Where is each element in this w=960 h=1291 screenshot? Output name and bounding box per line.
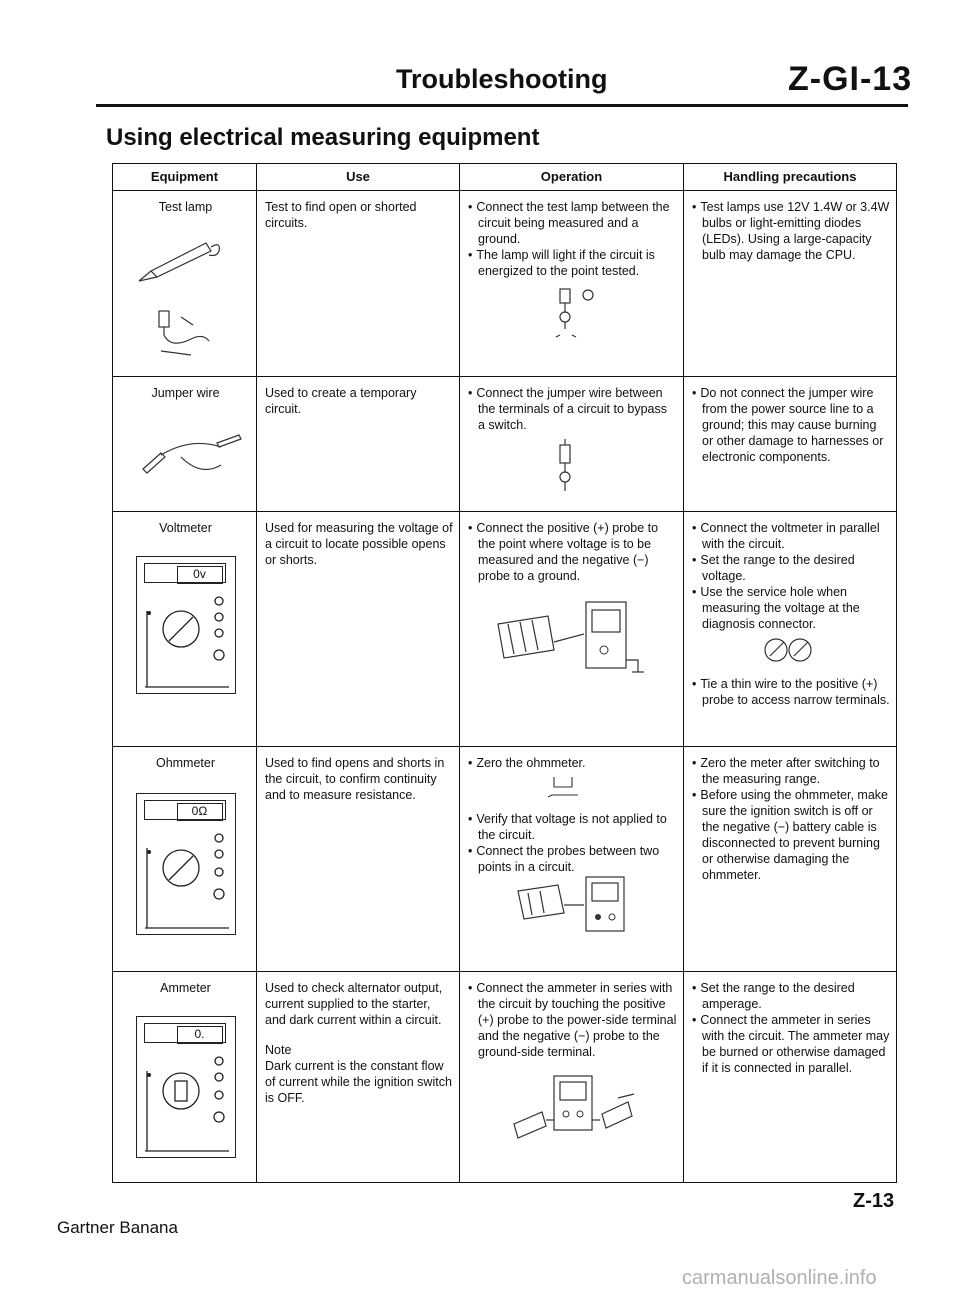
table-header-row xyxy=(113,164,897,191)
use-cell: Used to create a temporary circuit. xyxy=(257,377,460,512)
test-lamp-illustration xyxy=(121,221,251,371)
table-row-jumper-wire xyxy=(113,377,897,512)
operation-cell xyxy=(460,747,684,972)
column-header-equipment: Equipment xyxy=(113,164,257,191)
use-cell: Used for measuring the voltage of a circuit to locate possible opens or shorts. xyxy=(257,512,460,747)
test-lamp-circuit-diagram xyxy=(468,279,668,349)
operation-cell xyxy=(460,972,684,1183)
use-text: Used to check alternator output, current supplied to the starter, and dark current within a circuit. xyxy=(265,981,443,1027)
equipment-name: Jumper wire xyxy=(151,386,220,400)
operation-step: • The lamp will light if the circuit is energized to the point tested. xyxy=(468,247,677,279)
equipment-cell xyxy=(113,747,257,972)
precaution-item: • Zero the meter after switching to the measuring range. xyxy=(692,755,890,787)
precautions-cell xyxy=(684,972,897,1183)
operation-step: • Connect the test lamp between the circuit being measured and a ground. xyxy=(468,199,677,247)
equipment-cell xyxy=(113,972,257,1183)
use-cell xyxy=(257,972,460,1183)
ohmmeter-zero-diagram xyxy=(468,771,668,811)
table-row-test-lamp xyxy=(113,191,897,377)
ammeter-connection-diagram xyxy=(468,1074,668,1150)
jumper-wire-illustration xyxy=(121,407,251,487)
column-header-precautions: Handling precautions xyxy=(684,164,897,191)
note-title: Note xyxy=(265,1043,292,1057)
column-header-use: Use xyxy=(257,164,460,191)
precaution-item: • Set the range to the desired amperage. xyxy=(692,980,890,1012)
precaution-item: • Connect the ammeter in series with the circuit. The ammeter may be burned or otherwise damaged if it is connected in parallel. xyxy=(692,1012,890,1076)
header-rule xyxy=(96,104,908,107)
ammeter-illustration xyxy=(136,1016,236,1158)
ammeter-display: 0. xyxy=(177,1026,223,1044)
table-row-ammeter xyxy=(113,972,897,1183)
ohmmeter-display: 0Ω xyxy=(177,803,223,821)
table-row-voltmeter xyxy=(113,512,897,747)
equipment-cell xyxy=(113,377,257,512)
precautions-cell xyxy=(684,377,897,512)
page-code: Z-GI-13 xyxy=(788,60,913,98)
jumper-wire-circuit-diagram xyxy=(468,433,668,497)
operation-cell xyxy=(460,377,684,512)
column-header-operation: Operation xyxy=(460,164,684,191)
precaution-item: • Use the service hole when measuring the voltage at the diagnosis connector. xyxy=(692,584,890,632)
use-cell: Test to find open or shorted circuits. xyxy=(257,191,460,377)
section-title: Using electrical measuring equipment xyxy=(106,124,540,151)
watermark-url[interactable]: carmanualsonline.info xyxy=(682,1267,877,1289)
precaution-item: • Before using the ohmmeter, make sure the ignition switch is off or the negative (−) battery cable is disconnected to prevent burning or otherwise damaging the ohmmeter. xyxy=(692,787,890,883)
precaution-item: • Test lamps use 12V 1.4W or 3.4W bulbs or light-emitting diodes (LEDs). Using a large-capacity bulb may damage the CPU. xyxy=(692,199,890,263)
page-title: Troubleshooting xyxy=(396,64,608,94)
operation-step: • Connect the probes between two points in a circuit. xyxy=(468,843,677,875)
equipment-name: Voltmeter xyxy=(159,521,212,535)
page-number: Z-13 xyxy=(853,1190,895,1212)
ohmmeter-connection-diagram xyxy=(468,875,668,937)
equipment-cell xyxy=(113,512,257,747)
equipment-name: Ohmmeter xyxy=(155,756,216,770)
brand-label: Gartner Banana xyxy=(57,1218,178,1237)
note-text: Dark current is the constant flow of current while the ignition switch is OFF. xyxy=(265,1059,452,1105)
equipment-table xyxy=(112,163,897,1183)
precautions-cell xyxy=(684,191,897,377)
operation-step: • Connect the positive (+) probe to the point where voltage is to be measured and the negative (−) probe to a ground. xyxy=(468,520,677,584)
voltmeter-connection-diagram xyxy=(468,594,668,684)
operation-step: • Connect the ammeter in series with the circuit by touching the positive (+) probe to the power-side terminal and the negative (−) probe to the ground-side terminal. xyxy=(468,980,677,1060)
use-cell: Used to find opens and shorts in the circuit, to confirm continuity and to measure resistance. xyxy=(257,747,460,972)
equipment-cell xyxy=(113,191,257,377)
operation-step: • Zero the ohmmeter. xyxy=(468,755,677,771)
operation-cell xyxy=(460,191,684,377)
precaution-item: • Set the range to the desired voltage. xyxy=(692,552,890,584)
ohmmeter-illustration xyxy=(136,793,236,935)
equipment-name: Ammeter xyxy=(160,981,211,995)
equipment-name: Test lamp xyxy=(158,200,213,214)
diagnosis-connector-probe-illustration xyxy=(692,632,892,676)
table-row-ohmmeter xyxy=(113,747,897,972)
precautions-cell xyxy=(684,512,897,747)
precaution-item: • Do not connect the jumper wire from the power source line to a ground; this may cause burning or other damage to harnesses or electronic components. xyxy=(692,385,890,465)
precaution-item: • Tie a thin wire to the positive (+) probe to access narrow terminals. xyxy=(692,676,890,708)
operation-cell xyxy=(460,512,684,747)
precaution-item: • Connect the voltmeter in parallel with the circuit. xyxy=(692,520,890,552)
operation-step: • Verify that voltage is not applied to the circuit. xyxy=(468,811,677,843)
operation-step: • Connect the jumper wire between the terminals of a circuit to bypass a switch. xyxy=(468,385,677,433)
precautions-cell xyxy=(684,747,897,972)
voltmeter-display: 0v xyxy=(177,566,223,584)
voltmeter-illustration xyxy=(136,556,236,694)
